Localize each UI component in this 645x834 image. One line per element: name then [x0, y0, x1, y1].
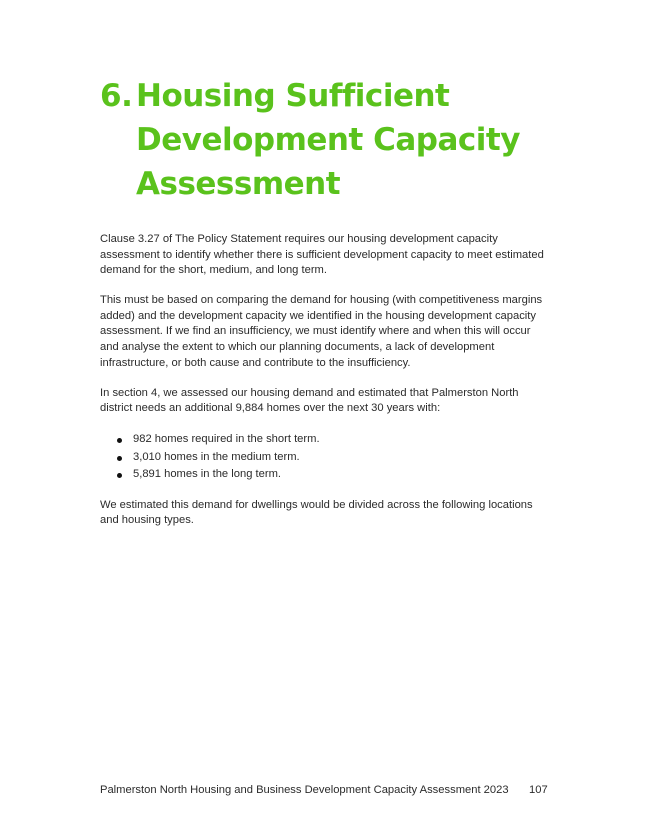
- list-item-text: 5,891 homes in the long term.: [133, 467, 282, 480]
- paragraph-demand-division: We estimated this demand for dwellings would be divided across the following locations and housing types.: [100, 498, 533, 527]
- section-title-line-3: Assessment: [136, 166, 341, 202]
- body-content: [100, 232, 548, 543]
- footer-document-title: Palmerston North Housing and Business Development Capacity Assessment 2023: [100, 784, 509, 796]
- list-item: [100, 431, 548, 448]
- bullet-dot-icon: [117, 438, 122, 443]
- section-title: [136, 74, 520, 206]
- section-heading: [100, 74, 520, 206]
- page-number: 107: [529, 784, 548, 796]
- section-number: 6.: [100, 78, 133, 114]
- paragraph-comparison-basis: This must be based on comparing the demand for housing (with competitiveness margins added) and the development capacity we identified in the housing development capacity assessment. If we find an insufficiency, we must identify where and when this will occur and analyse the extent to which our planning documents, a lack of development infrastructure, or both cause and contribute to the insufficiency.: [100, 294, 543, 369]
- list-item-text: 3,010 homes in the medium term.: [133, 450, 300, 463]
- bullet-dot-icon: [117, 473, 122, 478]
- paragraph-demand-summary: In section 4, we assessed our housing demand and estimated that Palmerston North district needs an additional 9,884 homes over the next 30 years with:: [100, 386, 519, 415]
- section-title-line-2: Development Capacity: [136, 122, 520, 158]
- page-footer: [100, 784, 548, 796]
- list-item: [100, 466, 548, 483]
- list-item-text: 982 homes required in the short term.: [133, 433, 320, 446]
- list-item: [100, 449, 548, 466]
- section-title-line-1: Housing Sufficient: [136, 78, 450, 114]
- paragraph-policy-clause: Clause 3.27 of The Policy Statement requires our housing development capacity assessment to identify whether there is sufficient development capacity to meet estimated demand for the short, medium, and long term.: [100, 233, 544, 277]
- bullet-dot-icon: [117, 456, 122, 461]
- demand-bullet-list: [100, 431, 548, 483]
